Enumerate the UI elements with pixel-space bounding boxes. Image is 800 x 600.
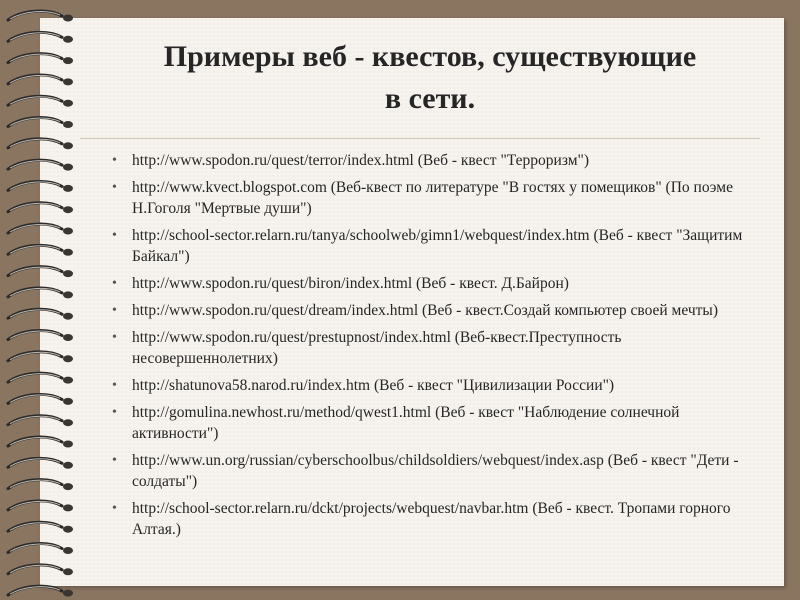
list-item <box>110 450 760 492</box>
bullet-icon: • <box>112 276 117 291</box>
bullet-icon: • <box>112 303 117 318</box>
list-item-text: http://school-sector.relarn.ru/dckt/projects/webquest/navbar.htm (Веб - квест. Тропами горного Алтая.) <box>132 500 731 538</box>
list-item-text: http://www.un.org/russian/cyberschoolbus/childsoldiers/webquest/index.asp (Веб - квест "Дети - солдаты") <box>132 452 739 490</box>
title-divider <box>80 138 760 139</box>
bullet-icon: • <box>112 330 117 345</box>
list-item <box>110 150 760 171</box>
list-item <box>110 177 760 219</box>
list-item <box>110 327 760 369</box>
list-item <box>110 225 760 267</box>
list-item-text: http://school-sector.relarn.ru/tanya/schoolweb/gimn1/webquest/index.htm (Веб - квест "Защитим Байкал") <box>132 227 743 265</box>
list-item-text: http://www.kvect.blogspot.com (Веб-квест по литературе "В гостях у помещиков" (По поэме Н.Гоголя "Мертвые души") <box>132 179 733 217</box>
list-item <box>110 498 760 540</box>
webquest-list <box>110 150 760 546</box>
bullet-icon: • <box>112 378 117 393</box>
list-item <box>110 300 760 321</box>
list-item-text: http://www.spodon.ru/quest/prestupnost/index.html (Веб-квест.Преступность несовершеннолетних) <box>132 329 622 367</box>
list-item-text: http://www.spodon.ru/quest/biron/index.html (Веб - квест. Д.Байрон) <box>132 275 569 292</box>
title-line-2: в сети. <box>384 82 476 115</box>
list-item-text: http://shatunova58.narod.ru/index.htm (Веб - квест "Цивилизации России") <box>132 377 615 394</box>
bullet-icon: • <box>112 405 117 420</box>
slide-title <box>70 36 790 120</box>
bullet-icon: • <box>112 153 117 168</box>
list-item-text: http://www.spodon.ru/quest/terror/index.html (Веб - квест "Терроризм") <box>132 152 590 169</box>
list-item <box>110 375 760 396</box>
list-item <box>110 273 760 294</box>
list-item-text: http://gomulina.newhost.ru/method/qwest1.html (Веб - квест "Наблюдение солнечной активности") <box>132 404 680 442</box>
bullet-icon: • <box>112 228 117 243</box>
spiral-binding-icon <box>0 0 80 600</box>
list-item-text: http://www.spodon.ru/quest/dream/index.html (Веб - квест.Создай компьютер своей мечты) <box>132 302 719 319</box>
list-item <box>110 402 760 444</box>
bullet-icon: • <box>112 180 117 195</box>
title-line-1: Примеры веб - квестов, существующие <box>163 40 697 73</box>
bullet-icon: • <box>112 453 117 468</box>
bullet-icon: • <box>112 501 117 516</box>
